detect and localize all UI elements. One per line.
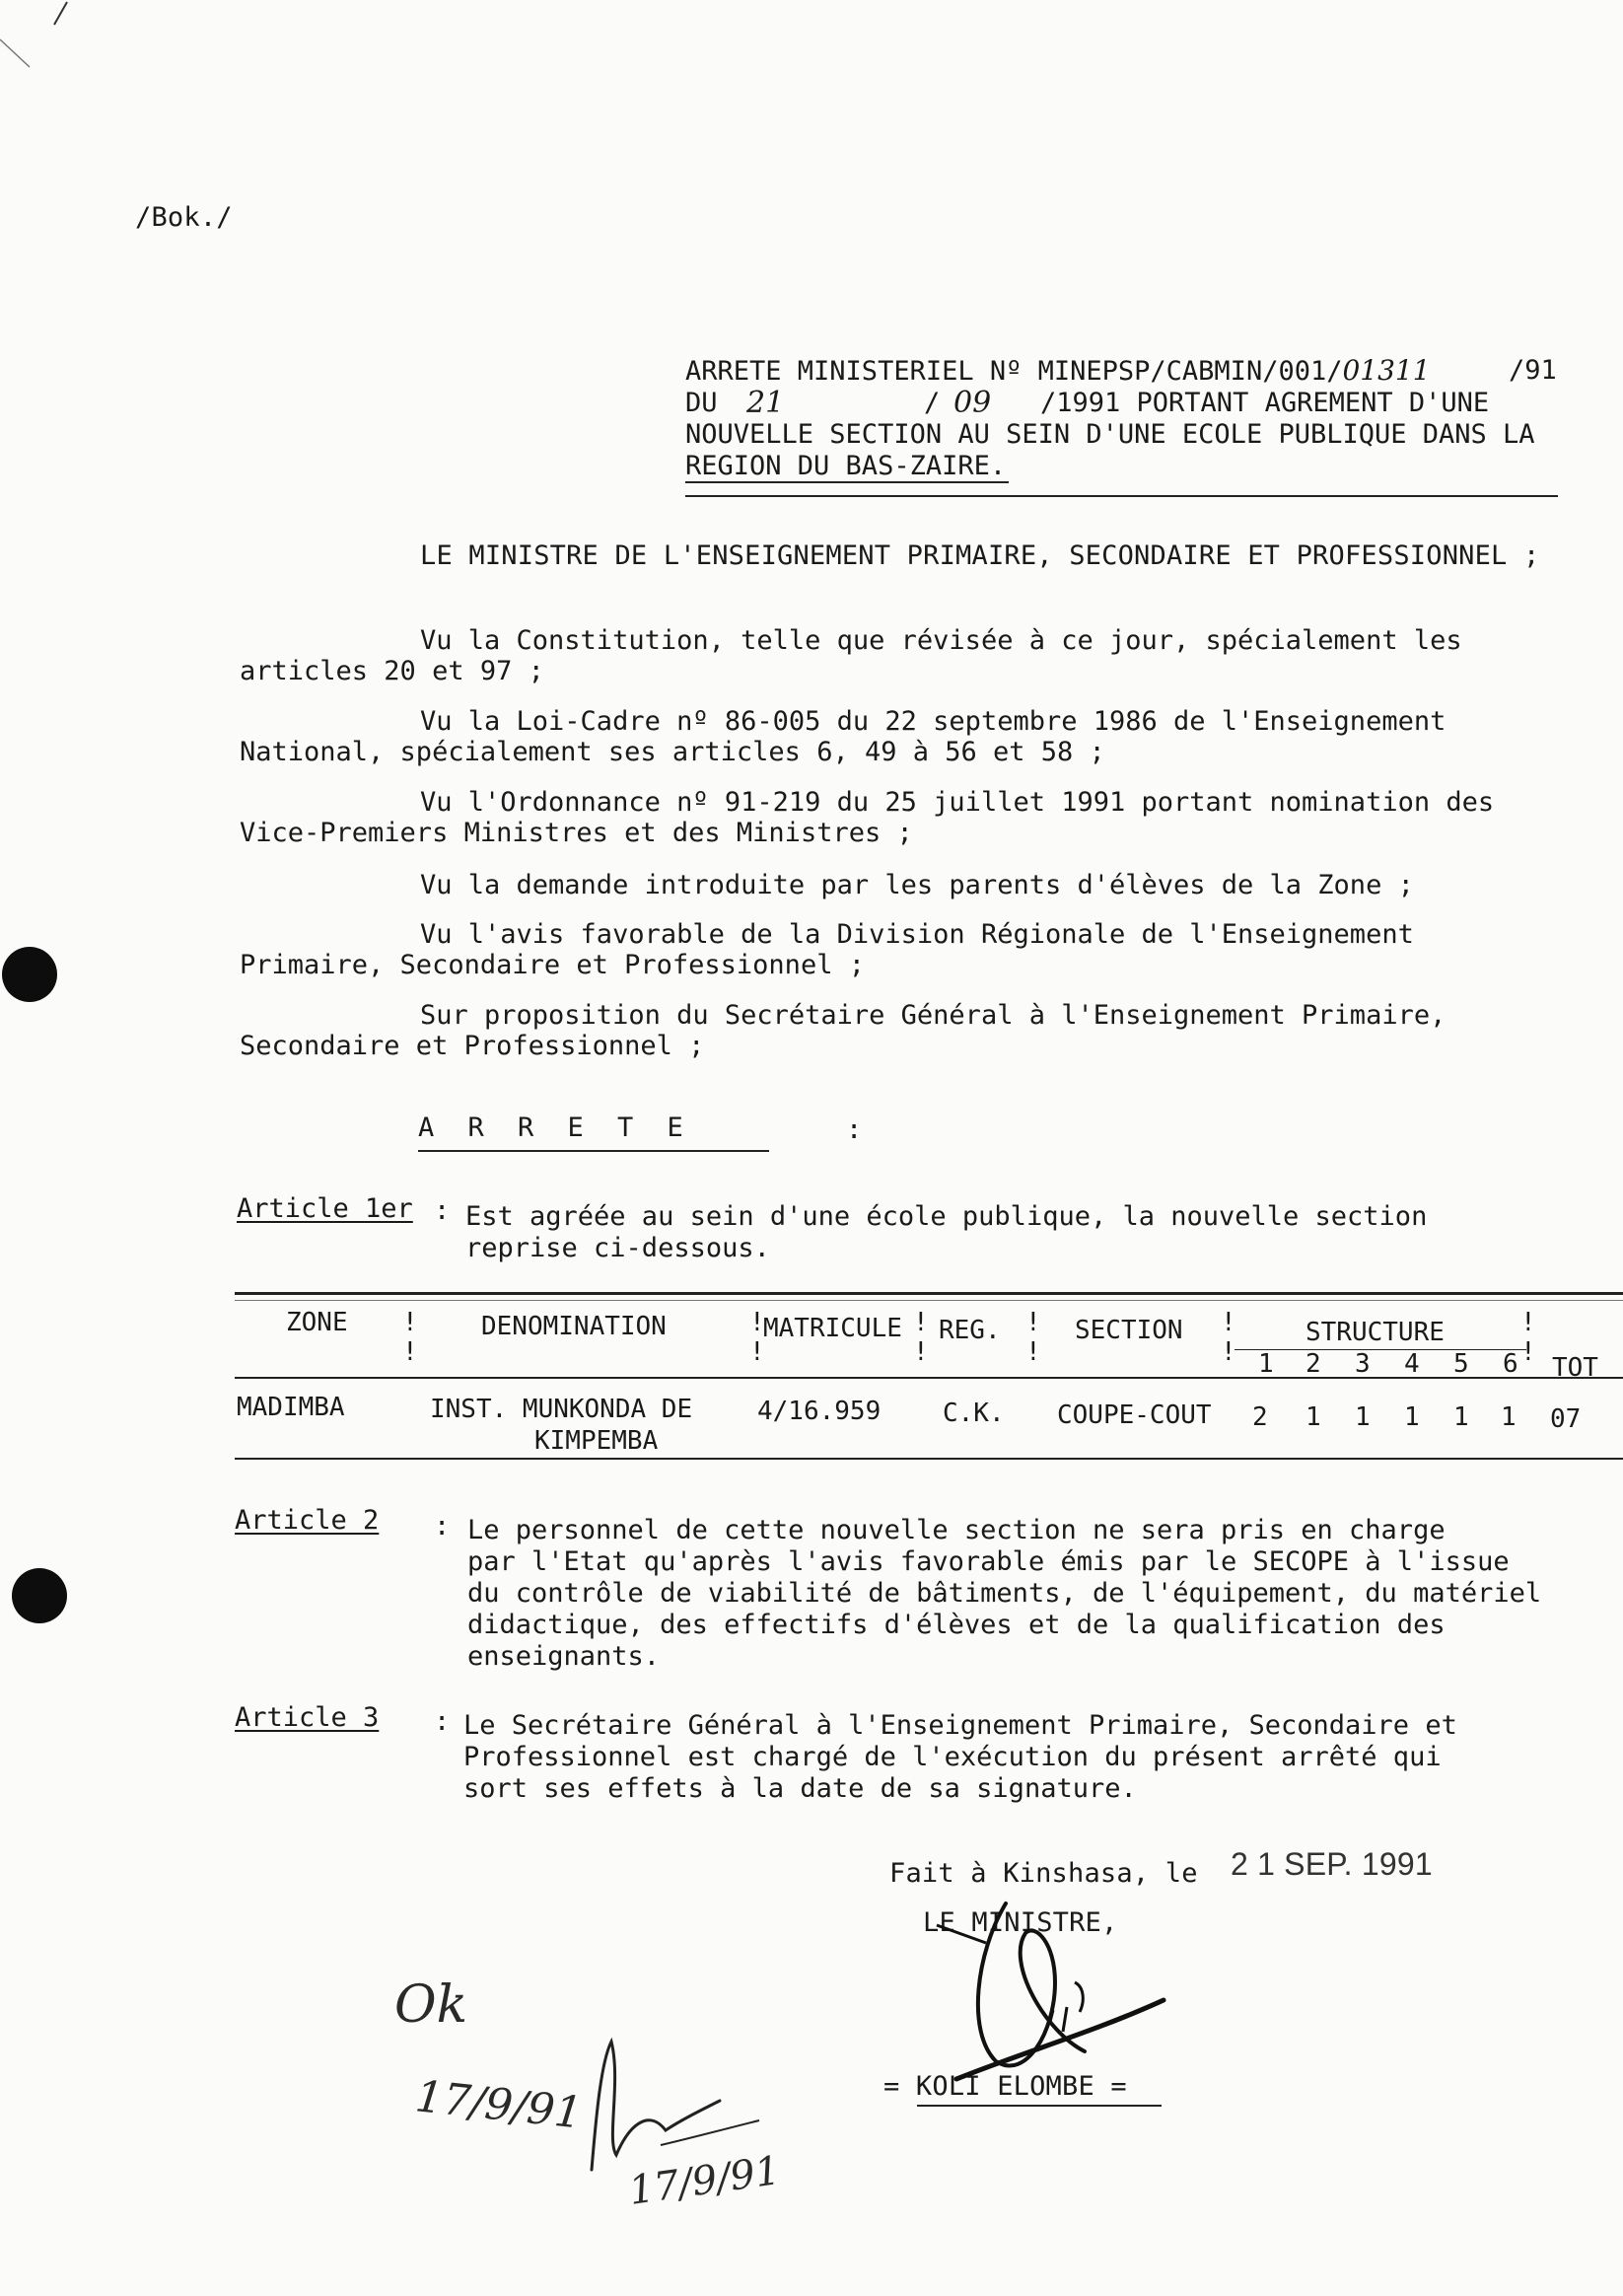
col-sep: ! !: [749, 1308, 765, 1367]
article-1-line-1: Est agréée au sein d'une école publique, la nouvelle section: [465, 1201, 1428, 1232]
table-bottom-rule: [235, 1458, 1623, 1460]
date-separator: /: [924, 388, 941, 418]
cell-denomination-2: KIMPEMBA: [534, 1426, 659, 1456]
handwritten-signature-right: [572, 2022, 828, 2219]
visa-4: Vu la demande introduite par les parents d'élèves de la Zone ;: [420, 870, 1414, 900]
th-struct-2: 2: [1305, 1349, 1321, 1379]
minister-name: = KOLI ELOMBE =: [883, 2071, 1127, 2102]
article-2-label: Article 2: [235, 1505, 380, 1536]
punch-hole-bottom: [12, 1568, 67, 1623]
cell-struct-2: 1: [1305, 1402, 1321, 1432]
article-2-line-3: du contrôle de viabilité de bâtiments, de l'équipement, du matériel: [467, 1578, 1542, 1609]
article-2-line-5: enseignants.: [467, 1641, 661, 1672]
col-sep: ! !: [402, 1308, 418, 1367]
cell-struct-5: 1: [1453, 1402, 1469, 1432]
article-2-line-4: didactique, des effectifs d'élèves et de la qualification des: [467, 1610, 1446, 1640]
decree-header: [685, 355, 1558, 482]
date-day-handwritten: 21: [746, 386, 785, 420]
minister-signature: [937, 1884, 1193, 2101]
cell-tot: 07: [1550, 1404, 1582, 1434]
header-year-suffix: /91: [1509, 355, 1557, 386]
handwritten-initials-left: [385, 1963, 585, 2160]
col-sep: ! !: [913, 1308, 929, 1367]
minister-name-underline: [917, 2105, 1162, 2107]
article-2-line-2: par l'Etat qu'après l'avis favorable émis par le SECOPE à l'issue: [467, 1546, 1510, 1577]
th-denomination: DENOMINATION: [481, 1312, 667, 1341]
header-line-4: REGION DU BAS-ZAIRE.: [685, 451, 1007, 481]
article-2-sep: :: [434, 1511, 451, 1542]
scan-mark-top-left: [0, 0, 118, 79]
article-2-line-1: Le personnel de cette nouvelle section ne sera pris en charge: [467, 1515, 1446, 1545]
cell-matricule: 4/16.959: [757, 1397, 882, 1426]
header-line-1: ARRETE MINISTERIEL Nº MINEPSP/CABMIN/001/: [685, 356, 1343, 387]
article-3-label: Article 3: [235, 1702, 380, 1733]
minister-title-signature: LE MINISTRE,: [923, 1907, 1118, 1938]
article-3-line-3: sort ses effets à la date de sa signature.: [463, 1773, 1137, 1804]
cell-struct-6: 1: [1501, 1402, 1517, 1432]
left-date-text: 17/9/91: [412, 2071, 585, 2139]
article-3-line-2: Professionnel est chargé de l'exécution du présent arrêté qui: [463, 1742, 1442, 1772]
article-3-sep: :: [434, 1706, 451, 1737]
cell-denomination-1: INST. MUNKONDA DE: [430, 1395, 693, 1424]
cell-struct-1: 2: [1252, 1402, 1268, 1432]
cell-zone: MADIMBA: [237, 1393, 345, 1422]
th-matricule: MATRICULE: [763, 1314, 902, 1343]
visa-2: Vu la Loi-Cadre nº 86-005 du 22 septembre 1986 de l'Enseignement National, spécialement ses articles 6, 49 à 56 et 58 ;: [240, 706, 1447, 767]
punch-hole-top: [2, 947, 57, 1002]
minister-title: LE MINISTRE DE L'ENSEIGNEMENT PRIMAIRE, SECONDAIRE ET PROFESSIONNEL ;: [420, 540, 1540, 571]
cell-struct-3: 1: [1355, 1402, 1371, 1432]
th-tot: TOT: [1552, 1353, 1598, 1383]
col-sep: ! !: [1221, 1308, 1236, 1367]
cell-section: COUPE-COUT: [1057, 1400, 1212, 1430]
th-struct-6: 6: [1503, 1349, 1518, 1379]
table-top-rule: [235, 1292, 1623, 1295]
header-line-3: NOUVELLE SECTION AU SEIN D'UNE ECOLE PUBLIQUE DANS LA: [685, 419, 1535, 450]
table-top-rule-2: [235, 1300, 1623, 1301]
cell-reg: C.K.: [943, 1399, 1005, 1428]
article-1-sep: :: [434, 1195, 451, 1226]
arrete-colon: :: [846, 1114, 863, 1145]
visa-3: Vu l'Ordonnance nº 91-219 du 25 juillet 1991 portant nomination des Vice-Premiers Ministres et des Ministres ;: [240, 787, 1495, 848]
th-struct-1: 1: [1258, 1349, 1274, 1379]
th-struct-5: 5: [1453, 1349, 1469, 1379]
structure-subheader-rule: [1235, 1349, 1526, 1350]
cell-struct-4: 1: [1404, 1402, 1420, 1432]
header-du: DU: [685, 388, 718, 418]
th-zone: ZONE: [286, 1308, 348, 1337]
th-section: SECTION: [1075, 1316, 1183, 1345]
date-stamp: 2 1 SEP. 1991: [1231, 1846, 1433, 1882]
visa-6: Sur proposition du Secrétaire Général à l'Enseignement Primaire, Secondaire et Professionnel ;: [240, 1000, 1447, 1061]
reference-code: /Bok./: [135, 202, 233, 233]
th-structure: STRUCTURE: [1305, 1318, 1445, 1347]
col-sep: ! !: [1025, 1308, 1041, 1367]
initials-text: Ok: [394, 1975, 468, 2035]
article-1-line-2: reprise ci-dessous.: [465, 1233, 770, 1263]
header-date-rest: /1991 PORTANT AGREMENT D'UNE: [1040, 388, 1490, 418]
th-struct-3: 3: [1355, 1349, 1371, 1379]
arrete-underline: [418, 1150, 769, 1152]
visa-1: Vu la Constitution, telle que révisée à ce jour, spécialement les articles 20 et 97 ;: [240, 625, 1462, 686]
header-underline-1: [685, 481, 1009, 483]
col-sep: ! !: [1520, 1308, 1536, 1367]
th-reg: REG.: [939, 1316, 1001, 1345]
right-date-text: 17/9/91: [625, 2147, 784, 2214]
visa-5: Vu l'avis favorable de la Division Régionale de l'Enseignement Primaire, Secondaire et Professionnel ;: [240, 919, 1414, 980]
arrete-heading: A R R E T E: [418, 1112, 683, 1143]
th-struct-4: 4: [1404, 1349, 1420, 1379]
article-1-label: Article 1er: [237, 1193, 413, 1224]
signature-place: Fait à Kinshasa, le: [889, 1858, 1198, 1889]
decree-number-handwritten: 01311: [1342, 354, 1431, 387]
header-underline-2: [685, 495, 1558, 497]
article-3-line-1: Le Secrétaire Général à l'Enseignement Primaire, Secondaire et: [463, 1710, 1457, 1741]
date-month-handwritten: 09: [953, 386, 992, 420]
